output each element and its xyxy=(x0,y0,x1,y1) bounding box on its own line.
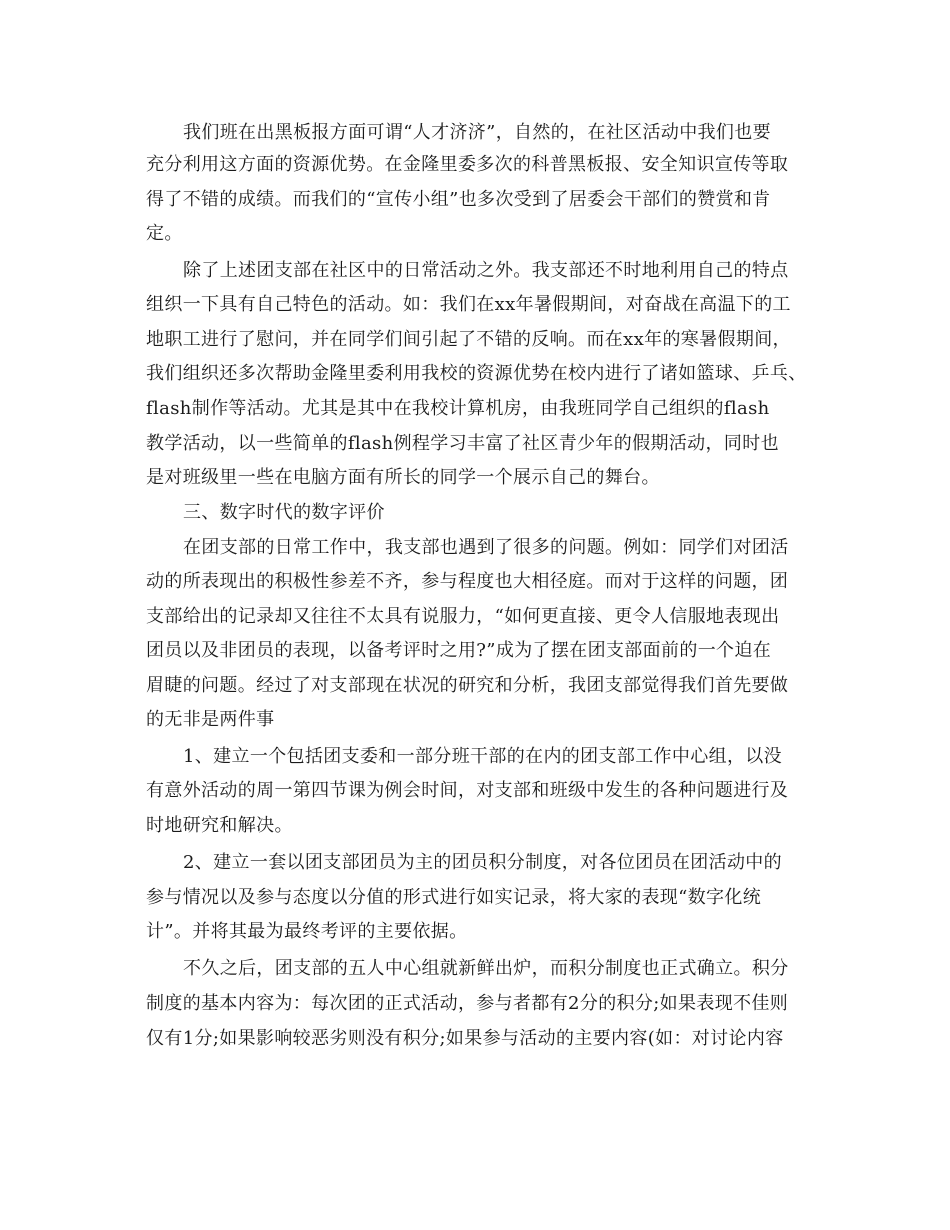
paragraph-line: 在团支部的日常工作中，我支部也遇到了很多的问题。例如：同学们对团活 xyxy=(183,537,789,558)
paragraph-line: 教学活动，以一些简单的flash例程学习丰富了社区青少年的假期活动，同时也 xyxy=(146,433,779,454)
paragraph-line: 我们班在出黑板报方面可谓“人才济济”，自然的，在社区活动中我们也要 xyxy=(183,122,771,143)
paragraph-line: 定。 xyxy=(146,223,183,244)
paragraph-line: 动的所表现出的积极性参差不齐，参与程度也大相径庭。而对于这样的问题，团 xyxy=(146,571,789,592)
paragraph-line: 参与情况以及参与态度以分值的形式进行如实记录，将大家的表现“数字化统 xyxy=(146,887,762,908)
paragraph-line: 我们组织还多次帮助金隆里委利用我校的资源优势在校内进行了诸如篮球、乒乓、 xyxy=(146,363,807,384)
paragraph-line: 组织一下具有自己特色的活动。如：我们在xx年暑假期间，对奋战在高温下的工 xyxy=(146,294,791,315)
paragraph-line: 时地研究和解决。 xyxy=(146,815,293,836)
paragraph-line: flash制作等活动。尤其是其中在我校计算机房，由我班同学自己组织的flash xyxy=(146,398,770,419)
numbered-item-2: 2、建立一套以团支部团员为主的团员积分制度，对各位团员在团活动中的 xyxy=(183,852,782,873)
paragraph-line: 得了不错的成绩。而我们的“宣传小组”也多次受到了居委会干部们的赞赏和肯 xyxy=(146,189,771,210)
paragraph-line: 除了上述团支部在社区中的日常活动之外。我支部还不时地利用自己的特点 xyxy=(183,260,789,281)
paragraph-line: 制度的基本内容为：每次团的正式活动，参与者都有2分的积分;如果表现不佳则 xyxy=(146,993,789,1014)
paragraph-line: 计”。并将其最为最终考评的主要依据。 xyxy=(146,921,468,942)
paragraph-line: 充分利用这方面的资源优势。在金隆里委多次的科普黑板报、安全知识宣传等取 xyxy=(146,154,789,175)
numbered-item-1: 1、建立一个包括团支委和一部分班干部的在内的团支部工作中心组，以没 xyxy=(183,746,782,767)
paragraph-line: 眉睫的问题。经过了对支部现在状况的研究和分析，我团支部觉得我们首先要做 xyxy=(146,675,789,696)
paragraph-line: 的无非是两件事 xyxy=(146,709,275,730)
paragraph-line: 是对班级里一些在电脑方面有所长的同学一个展示自己的舞台。 xyxy=(146,467,660,488)
paragraph-line: 有意外活动的周一第四节课为例会时间，对支部和班级中发生的各种问题进行及 xyxy=(146,780,789,801)
paragraph-line: 地职工进行了慰问，并在同学们间引起了不错的反响。而在xx年的寒暑假期间， xyxy=(146,329,791,350)
section-heading: 三、数字时代的数字评价 xyxy=(183,502,385,523)
paragraph-line: 支部给出的记录却又往往不太具有说服力，“如何更直接、更令人信服地表现出 xyxy=(146,606,780,627)
paragraph-line: 团员以及非团员的表现，以备考评时之用?”成为了摆在团支部面前的一个迫在 xyxy=(146,640,772,661)
paragraph-line: 不久之后，团支部的五人中心组就新鲜出炉，而积分制度也正式确立。积分 xyxy=(183,958,789,979)
paragraph-line: 仅有1分;如果影响较恶劣则没有积分;如果参与活动的主要内容(如：对讨论内容 xyxy=(146,1028,784,1049)
